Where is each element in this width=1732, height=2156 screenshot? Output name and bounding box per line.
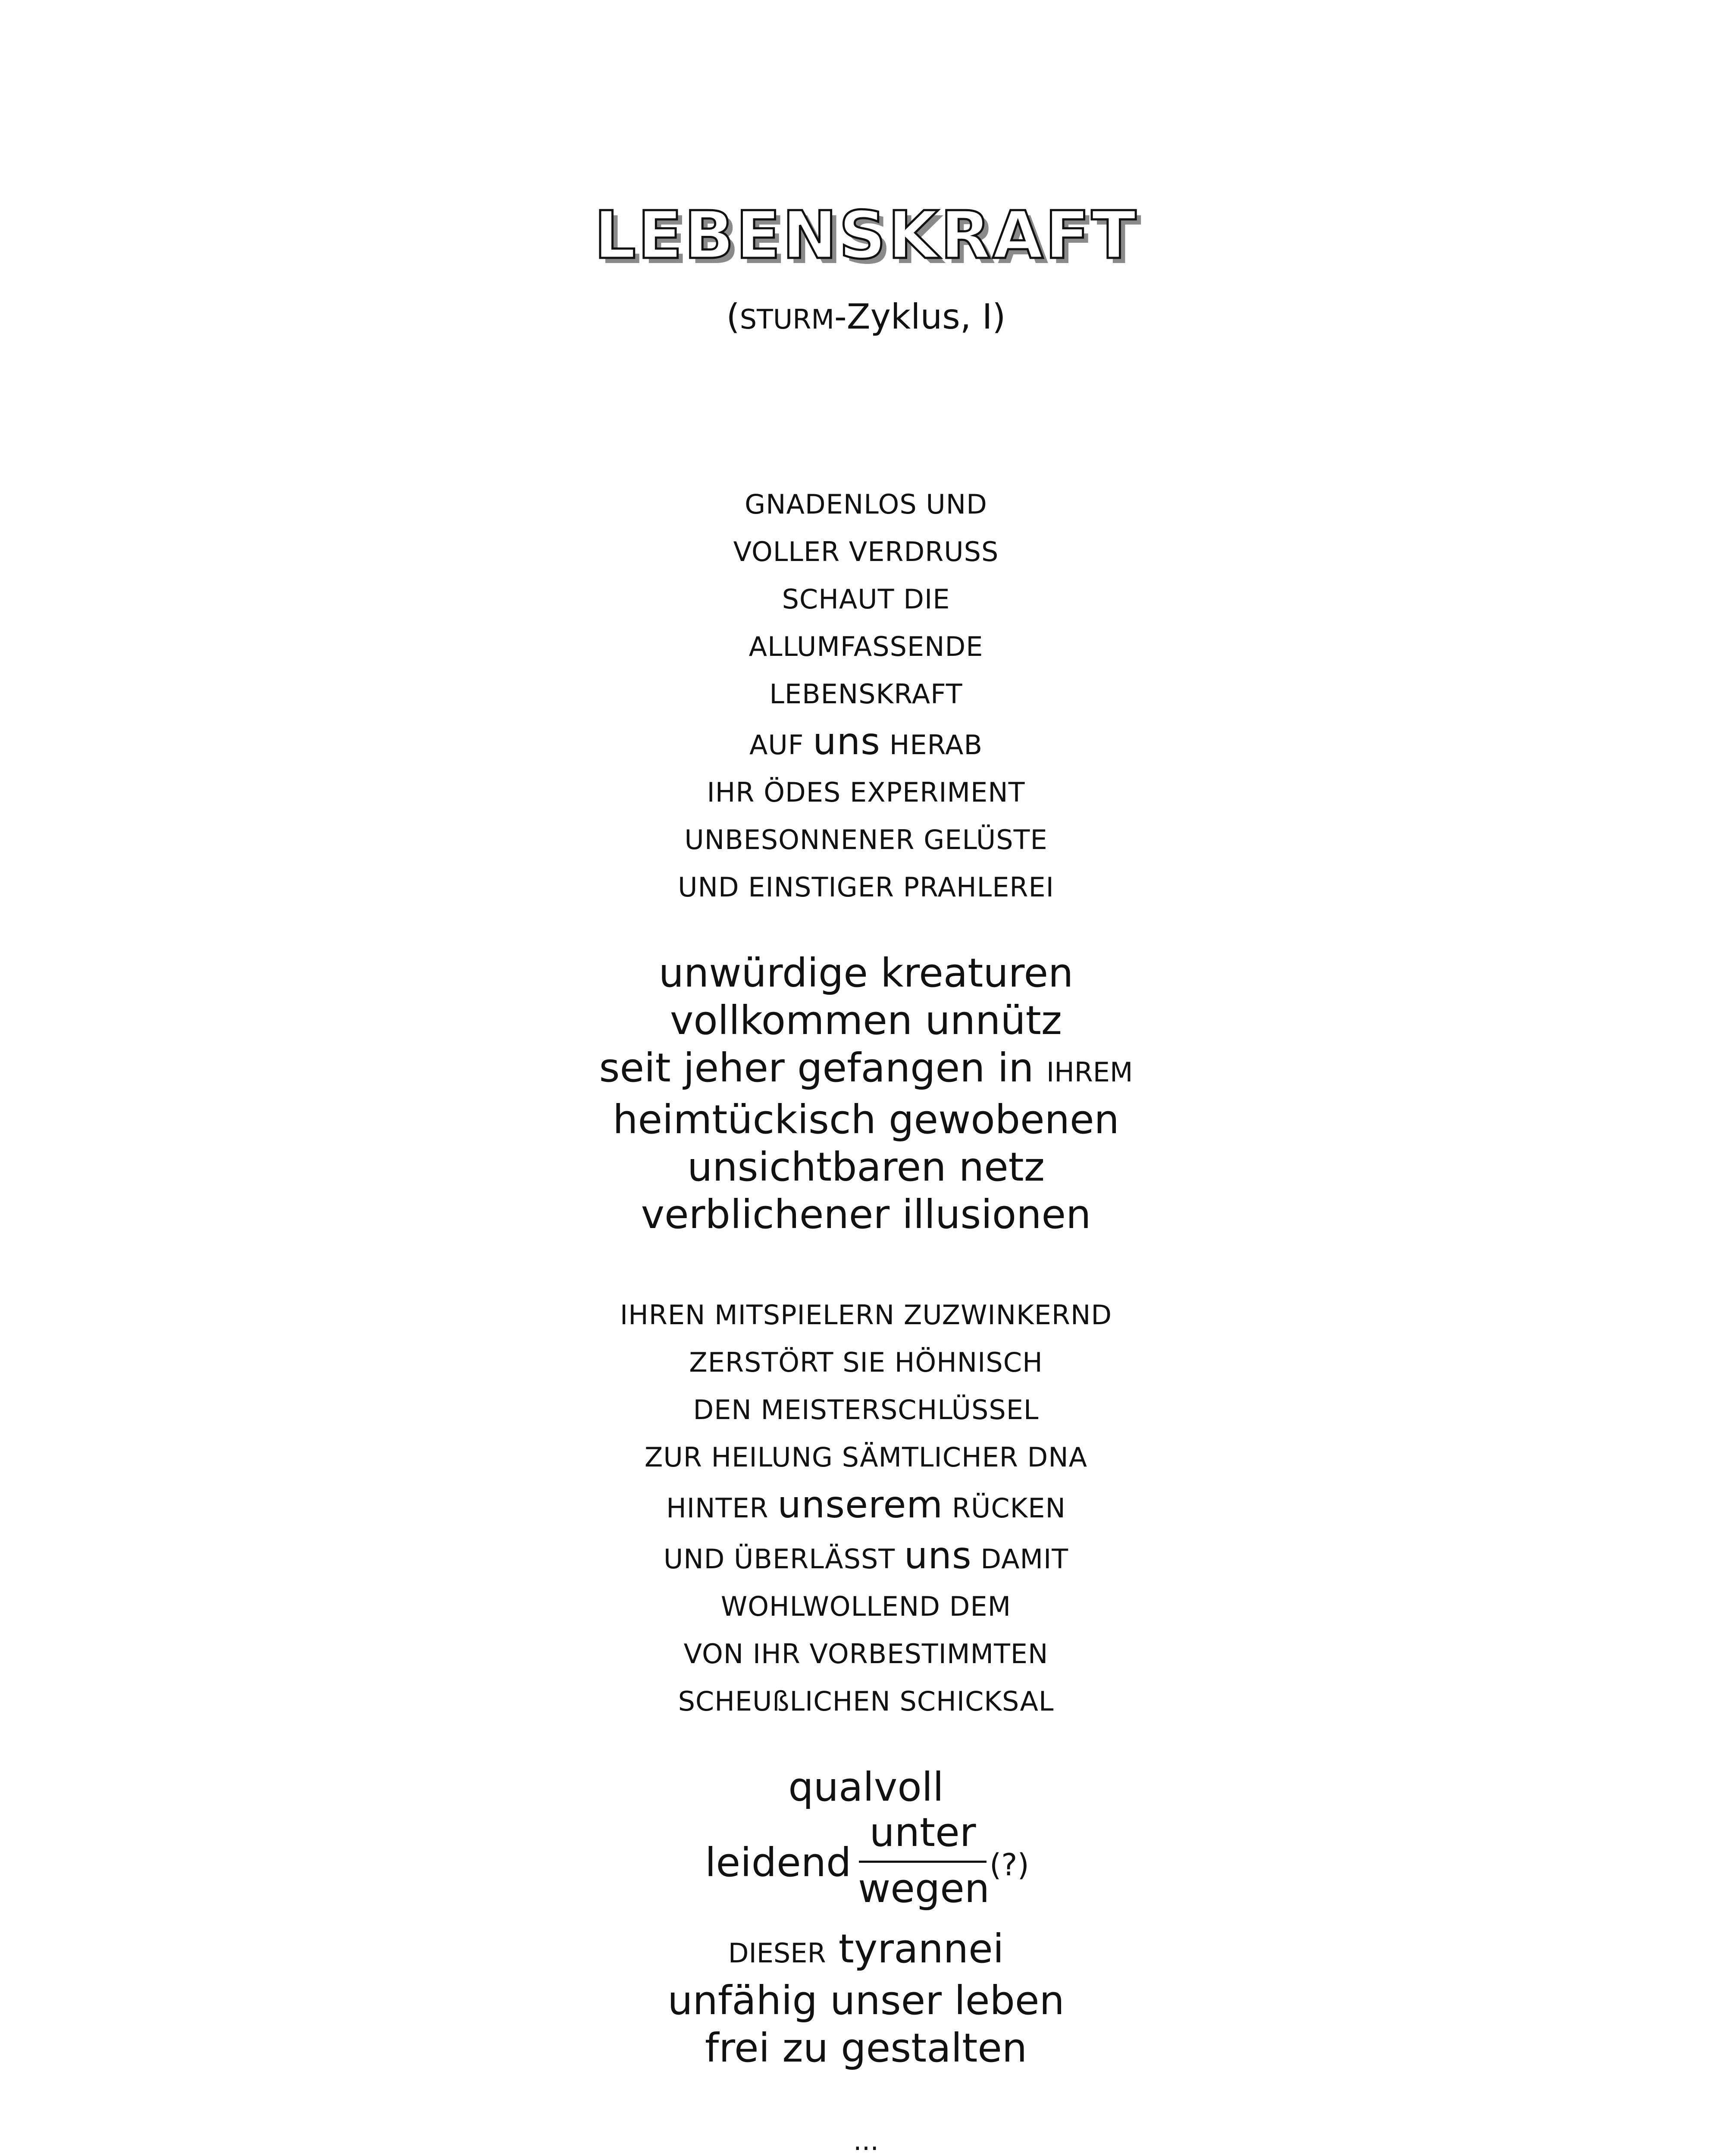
stanza-line: VON IHR VORBESTIMMTEN (683, 1638, 1049, 1670)
line-part: DAMIT (971, 1543, 1069, 1575)
stanza-4-fraction-line (0, 1809, 1732, 1921)
subtitle-rest: -Zyklus, I) (834, 297, 1006, 337)
stanza-line: frei zu gestalten (705, 2025, 1027, 2071)
stanza-line: SCHEUßLICHEN SCHICKSAL (678, 1686, 1054, 1717)
stanza-line: GNADENLOS UND (745, 489, 987, 520)
line-smallcaps: IHREM (1046, 1056, 1133, 1088)
stanza-line: IHREN MITSPIELERN ZUZWINKERND (620, 1299, 1112, 1331)
stanza-line (0, 718, 1732, 769)
stanza-2 (0, 950, 1732, 1238)
line-part: UND ÜBERLÄSST (663, 1543, 904, 1575)
stanza-line: unfähig unser leben (667, 1977, 1065, 2024)
line-part: HINTER (666, 1492, 778, 1524)
stanza-line: DEN MEISTERSCHLÜSSEL (693, 1394, 1039, 1426)
line-emphasis: unserem (777, 1483, 943, 1526)
stanza-line (0, 1044, 1732, 1096)
stanza-line: ZERSTÖRT SIE HÖHNISCH (689, 1347, 1043, 1378)
line-part: RÜCKEN (943, 1492, 1066, 1524)
stanza-line: VOLLER VERDRUSS (733, 536, 999, 567)
stanza-1 (0, 481, 1732, 911)
stanza-4 (0, 1925, 1732, 2072)
fraction-denominator: wegen (858, 1865, 990, 1912)
stanza-line: ZUR HEILUNG SÄMTLICHER DNA (644, 1442, 1088, 1473)
line-part: HERAB (880, 729, 983, 761)
line-smallcaps: DIESER (728, 1937, 826, 1969)
line-emphasis: uns (813, 720, 880, 763)
stanza-line (0, 1481, 1732, 1532)
stanza-line: verblichener illusionen (641, 1191, 1091, 1238)
leidend-word: leidend (705, 1839, 852, 1886)
subtitle-open: ( (726, 297, 740, 337)
stanza-3 (0, 1291, 1732, 1725)
line-emphasis: uns (904, 1534, 972, 1577)
line-part: seit jeher gefangen in (599, 1045, 1046, 1091)
stanza-line: UND EINSTIGER PRAHLEREI (678, 871, 1054, 903)
stanza-line: unsichtbaren netz (687, 1144, 1045, 1190)
subtitle-sturm: STURM (739, 304, 834, 335)
stanza-line: LEBENSKRAFT (769, 678, 963, 710)
stanza-line (0, 1925, 1732, 1977)
fraction-numerator: unter (869, 1809, 976, 1855)
stanza-line: IHR ÖDES EXPERIMENT (707, 777, 1025, 808)
stanza-line: heimtückisch gewobenen (613, 1097, 1119, 1143)
stanza-line: unwürdige kreaturen (658, 950, 1074, 996)
line-part: tyrannei (826, 1926, 1004, 1972)
poem-subtitle (0, 297, 1732, 337)
stanza-line: UNBESONNENER GELÜSTE (684, 824, 1048, 856)
fraction (858, 1809, 990, 1915)
ellipsis: ... (853, 2125, 879, 2156)
question-mark: (?) (990, 1847, 1029, 1883)
stanza-line: SCHAUT DIE (782, 583, 950, 615)
stanza-line: ALLUMFASSENDE (749, 631, 983, 662)
stanza-line (0, 1532, 1732, 1583)
poem-title: LEBENSKRAFT (594, 197, 1138, 273)
stanza-4-qualvoll: qualvoll (788, 1764, 944, 1810)
line-part: AUF (749, 729, 813, 761)
stanza-line: vollkommen unnütz (670, 997, 1062, 1044)
stanza-line: WOHLWOLLEND DEM (720, 1591, 1012, 1622)
